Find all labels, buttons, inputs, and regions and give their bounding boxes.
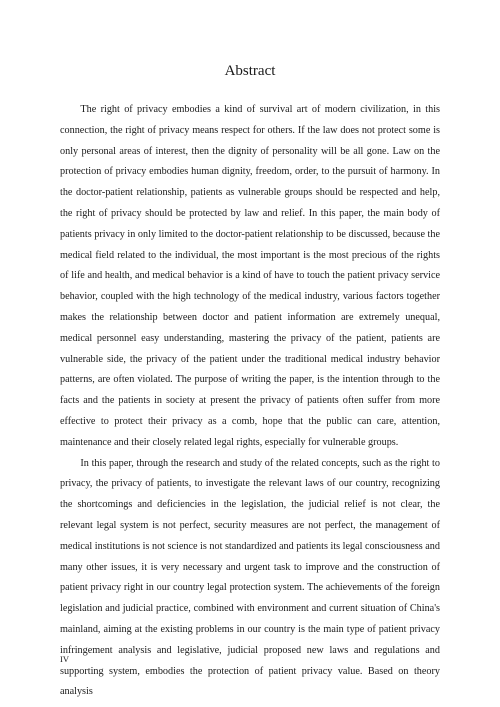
abstract-paragraph-2: In this paper, through the research and study of the related concepts, such as the right to privacy, the privacy of patients, to investigate the relevant laws of our country, recognizing the shortcomings and deficiencies in the legislation, the judicial relief is not clear, the relevant legal system is not perfect, security measures are not perfect, the management of medical institutions is not science is not standardized and patients its legal consciousness and many other issues, it is very necessary and urgent task to improve and the construction of patient privacy right in our country legal protection system. The achievements of the foreign legislation and judicial practice, combined with environment and current situation of China's mainland, aiming at the existing problems in our country is the main type of patient privacy infringement analysis and legislative, judicial proposed new laws and regulations and supporting system, embodies the protection of patient privacy value. Based on theory analysis — [60, 457, 440, 698]
abstract-body — [60, 100, 440, 703]
abstract-title: Abstract — [224, 63, 276, 79]
page-number: IV — [60, 654, 69, 664]
abstract-paragraph-1: The right of privacy embodies a kind of survival art of modern civilization, in this connection, the right of privacy means respect for others. If the law does not protect some is only personal areas of interest, then the dignity of personality will be all gone. Law on the protection of privacy embodies human dignity, freedom, order, to the pursuit of harmony. In the doctor-patient relationship, patients as vulnerable groups should be respected and help, the right of privacy should be protected by law and relief. In this paper, the main body of patients privacy in only limited to the doctor-patient relationship to be discussed, because the medical field related to the individual, the most important is the most precious of the rights of life and health, and medical behavior is a kind of have to touch the patient privacy service behavior, coupled with the high technology of the medical industry, various factors together makes the relationship between doctor and patient information are extremely unequal, medical personnel easy understanding, mastering the privacy of the patient, patients are vulnerable side, the privacy of the patient under the traditional medical industry behavior patterns, are often violated. The purpose of writing the paper, is the intention through to the facts and the patients in society at present the privacy of patients often suffer from more effective to protect their privacy as a comb, hope that the public can care, attention, maintenance and their closely related legal rights, especially for vulnerable groups. — [60, 104, 440, 448]
